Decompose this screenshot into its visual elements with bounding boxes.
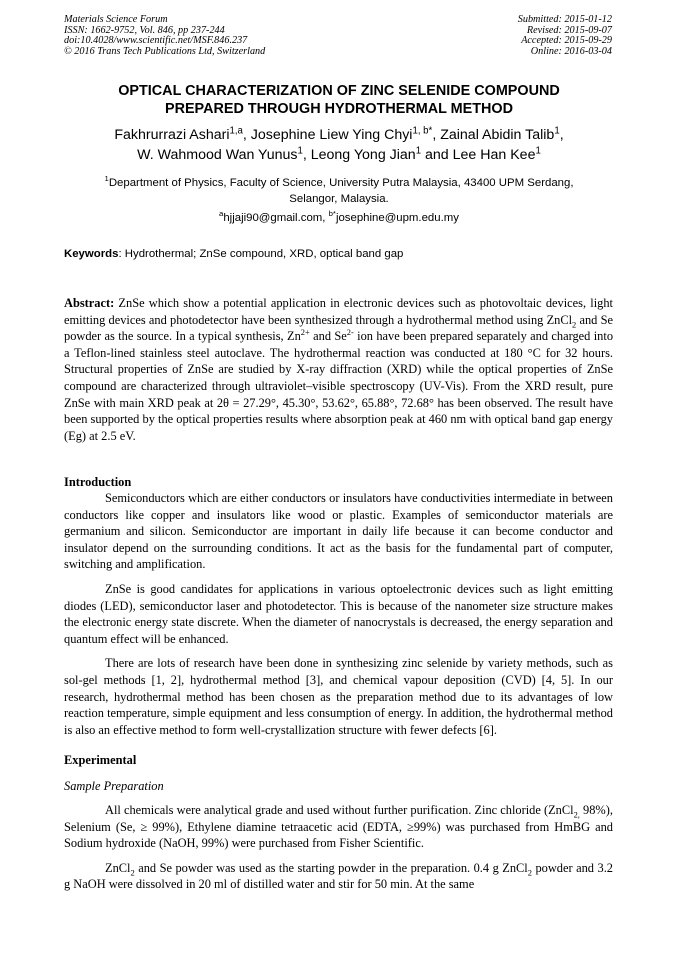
journal-name: Materials Science Forum: [64, 14, 168, 25]
author-list: Fakhrurrazi Ashari$^{1,a}$, Josephine Liew Ying Chyi$^{1, b*}$, Zainal Abidin Talib$^1$, W. Wahmood Wan Yunus$^1$, Leong Yong Jian$^1$ and Lee Han Kee$^1$: [114, 125, 564, 163]
section-heading-introduction: Introduction: [64, 475, 132, 489]
abstract-label: Abstract:: [64, 296, 115, 310]
section-heading-experimental: Experimental: [64, 753, 137, 767]
author-name: Zainal Abidin Talib: [440, 127, 555, 143]
date-revised: Revised: 2015-09-07: [526, 24, 612, 36]
journal-issn: ISSN: 1662-9752, Vol. 846, pp 237-244: [64, 24, 225, 36]
date-accepted: Accepted: 2015-09-29: [521, 35, 612, 46]
journal-header-left: [64, 15, 265, 57]
author-name: Lee Han Kee: [452, 147, 536, 163]
abstract: Abstract: ZnSe which show a potential application in electronic devices such as photovoltaic devices, light emitting devices and photodetector have been synthesized through a hydrothermal method using ZnCl$_2$ and Se powder as the source. In a typical synthesis, $Zn^{2+}$ and $Se^{2-}$ ion have been prepared separately and charged into a Teflon-lined stainless steel autoclave. The hydrothermal reaction was conducted at 180 °C for 32 hours. Structural properties of ZnSe are studied by X-ray diffraction (XRD) while the optical properties of ZnSe compound are characterized through ultraviolet–visible spectroscopy (UV-Vis). From the XRD result, pure ZnSe with main XRD peak at 2θ = 27.29°, 45.30°, 53.62°, 65.88°, 72.68° has been observed. The result have been supported by the optical properties results where absorption peak at 460 nm with optical band gap energy (Eg) at 2.5 eV.: [64, 296, 614, 443]
paragraph: All chemicals were analytical grade and used without further purification. Zinc chloride (ZnCl$_{2,}$ 98%), Selenium (Se, ≥ 99%), Ethylene diamine tetraacetic acid (EDTA, ≥99%) was purchased from HmBG and Sodium hydroxide (NaOH, 99%) were purchased from Fisher Scientific.: [64, 803, 613, 851]
author-name: Josephine Liew Ying Chyi: [250, 127, 413, 143]
experimental-body: [64, 802, 613, 893]
author-name: Fakhrurrazi Ashari: [114, 127, 230, 143]
paper-title-line: PREPARED THROUGH HYDROTHERMAL METHOD: [164, 101, 514, 117]
paragraph: ZnSe is good candidates for applications in various optoelectronic devices such as light emitting diodes (LED), semiconductor laser and photodetector. This is because of the nanometer size structure makes the electronic energy state discrete. When the diameter of nanocrystals is decreased, the energy separation and quantum effect will be enhanced.: [64, 581, 613, 646]
affiliation: $^1$Department of Physics, Faculty of Science, University Putra Malaysia, 43400 UPM Serdang, Selangor, Malaysia.: [104, 174, 574, 205]
author-name: W. Wahmood Wan Yunus: [137, 147, 298, 163]
paragraph: There are lots of research have been done in synthesizing zinc selenide by variety methods, such as sol-gel methods [1, 2], hydrothermal method [3], and chemical vapour deposition (CVD) [4, 5]. In our research, hydrothermal method has been chosen as the preparation method due to its advantages of low reaction temperature, simple equipment and less consumption of energy. In addition, the hydrothermal method is also an effective method to form well-crystallization structure with fewer defects [6].: [64, 656, 613, 737]
paragraph: ZnCl$_2$ and Se powder was used as the starting powder in the preparation. 0.4 g ZnCl$_2$ powder and 3.2 g NaOH were dissolved in 20 ml of distilled water and stir for 50 min. At the same: [64, 860, 613, 892]
email-address: hjjaji90@gmail.com,: [223, 212, 326, 224]
journal-header-right: [518, 15, 612, 57]
paragraph: Semiconductors which are either conductors or insulators have conductivities intermediate in between conductors like copper and insulators like wood or plastic. Examples of semiconductor materials are germanium and silicon. Semiconductor are important in daily life because it can become conductor and insulator depend on the surrounding conditions. It act as the basis for the fundamental part of computer, switching and amplification.: [64, 491, 613, 572]
date-submitted: Submitted: 2015-01-12: [517, 14, 612, 25]
paper-title: [40, 82, 638, 118]
email-address: josephine@upm.edu.my: [335, 212, 459, 224]
subsection-heading-sample-preparation: Sample Preparation: [64, 779, 164, 793]
date-online: Online: 2016-03-04: [530, 45, 612, 57]
author-name: Leong Yong Jian: [310, 147, 416, 163]
journal-copyright: © 2016 Trans Tech Publications Ltd, Switzerland: [64, 45, 266, 57]
introduction-body: [64, 490, 613, 738]
keywords-label: Keywords: [64, 248, 119, 260]
paper-title-line: OPTICAL CHARACTERIZATION OF ZINC SELENIDE COMPOUND: [118, 83, 560, 99]
journal-doi: doi:10.4028/www.scientific.net/MSF.846.237: [64, 35, 248, 46]
keywords: Keywords: Hydrothermal; ZnSe compound, XRD, optical band gap: [64, 248, 404, 260]
author-emails: $^a$hjjaji90@gmail.com, $^{b*}$josephine@upm.edu.my: [219, 209, 459, 224]
